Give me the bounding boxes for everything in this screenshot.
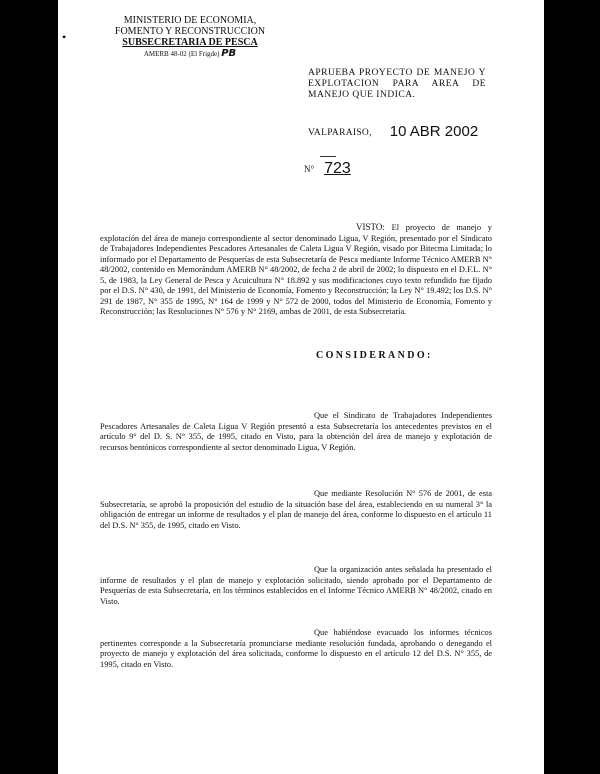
paragraph-text: Que la organización antes señalada ha presentado el informe de resultados y el plan de manejo y explotación solicitado, siendo aprobado por el Departamento de Pesquerías de esta Subsecretaría, en los términos establecidos en el Informe Técnico AMERB N° 48/2002, citado en Visto. bbox=[100, 565, 492, 606]
considerando-paragraph-2 bbox=[100, 489, 492, 531]
corner-mark: • bbox=[62, 30, 67, 44]
considerando-heading: CONSIDERANDO: bbox=[316, 350, 433, 361]
resolution-number-line bbox=[304, 160, 351, 178]
considerando-paragraph-4 bbox=[100, 628, 492, 670]
subject-text: APRUEBA PROYECTO DE MANEJO Y EXPLOTACION PARA AREA DE MANEJO QUE INDICA. bbox=[308, 68, 486, 100]
header-reference bbox=[80, 48, 300, 60]
date-stamp: 10 ABR 2002 bbox=[389, 123, 479, 140]
visto-text: El proyecto de manejo y explotación del área de manejo correspondiente al sector denominado Ligua, V Región, presentado por el Sindicato de Trabajadores Independientes Pescadores Artesanales de Caleta Ligua V Región, visado por Bitecma Limitada; lo informado por el Departamento de Pesquerías de esta Subsecretaría de Pesca mediante Informe Técnico AMERB N° 48/2002, contenido en Memorándum AMERB N° 48/2002, de fecha 2 de abril de 2002; lo dispuesto en el D.F.L. N° 5, de 1983, la Ley General de Pesca y Acuicultura N° 18.892 y sus modificaciones cuyo texto refundido fue fijado por el D.S. N° 430, de 1991, del Ministerio de Economía, Fomento y Reconstrucción; la Ley N° 19.492; los D.S. N° 291 de 1987, N° 355 de 1995, N° 164 de 1999 y N° 572 de 2000, todos del Ministerio de Economía, Fomento y Reconstrucción; las Resoluciones N° 576 y N° 2169, ambas de 2001, de esta Subsecretaría. bbox=[100, 223, 492, 316]
date-line bbox=[308, 122, 478, 140]
divider bbox=[320, 156, 336, 157]
header-line-subsecretaria: SUBSECRETARIA DE PESCA bbox=[122, 37, 258, 48]
considerando-paragraph-1 bbox=[100, 411, 492, 453]
paragraph-text: Que mediante Resolución N° 576 de 2001, de esta Subsecretaría, se aprobó la proposición del estudio de la situación base del área, estableciendo en su numeral 3° la obligación de entregar un informe de resultados y el plan de manejo del área, conforme lo dispuesto en el artículo 11 del D.S. N° 355, de 1995, citado en Visto. bbox=[100, 489, 492, 530]
header-line-ministry: MINISTERIO DE ECONOMIA, bbox=[123, 15, 257, 26]
header-line-fomento: FOMENTO Y RECONSTRUCCION bbox=[114, 26, 266, 37]
paragraph-text: Que habiéndose evacuado los informes técnicos pertinentes corresponde a la Subsecretaría pronunciarse mediante resolución fundada, aprobando o denegando el proyecto de manejo y explotación del área solicitada, conforme lo dispuesto en el artículo 12 del D.S. N° 355, de 1995, citado en Visto. bbox=[100, 628, 492, 669]
reference-code: AMERB 48-02 (El Frigde) bbox=[143, 50, 220, 58]
visto-paragraph bbox=[100, 222, 492, 318]
number-label: N° bbox=[304, 164, 315, 174]
considerando-paragraph-3 bbox=[100, 565, 492, 607]
resolution-number: 723 bbox=[324, 160, 351, 177]
ministry-header bbox=[80, 15, 300, 60]
handwritten-initials: PB bbox=[221, 48, 237, 59]
paragraph-text: Que el Sindicato de Trabajadores Independientes Pescadores Artesanales de Caleta Ligua V Región presentó a esta Subsecretaría los antecedentes previstos en el artículo 9° del D. S. N° 355, de 1995, citado en Visto, para la obtención del área de manejo y explotación de recursos bentónicos correspondiente al sector denominado Ligua, V Región. bbox=[100, 411, 492, 452]
document-page bbox=[58, 0, 544, 774]
visto-lead: VISTO: bbox=[356, 222, 385, 232]
city-label: VALPARAISO, bbox=[308, 128, 372, 138]
